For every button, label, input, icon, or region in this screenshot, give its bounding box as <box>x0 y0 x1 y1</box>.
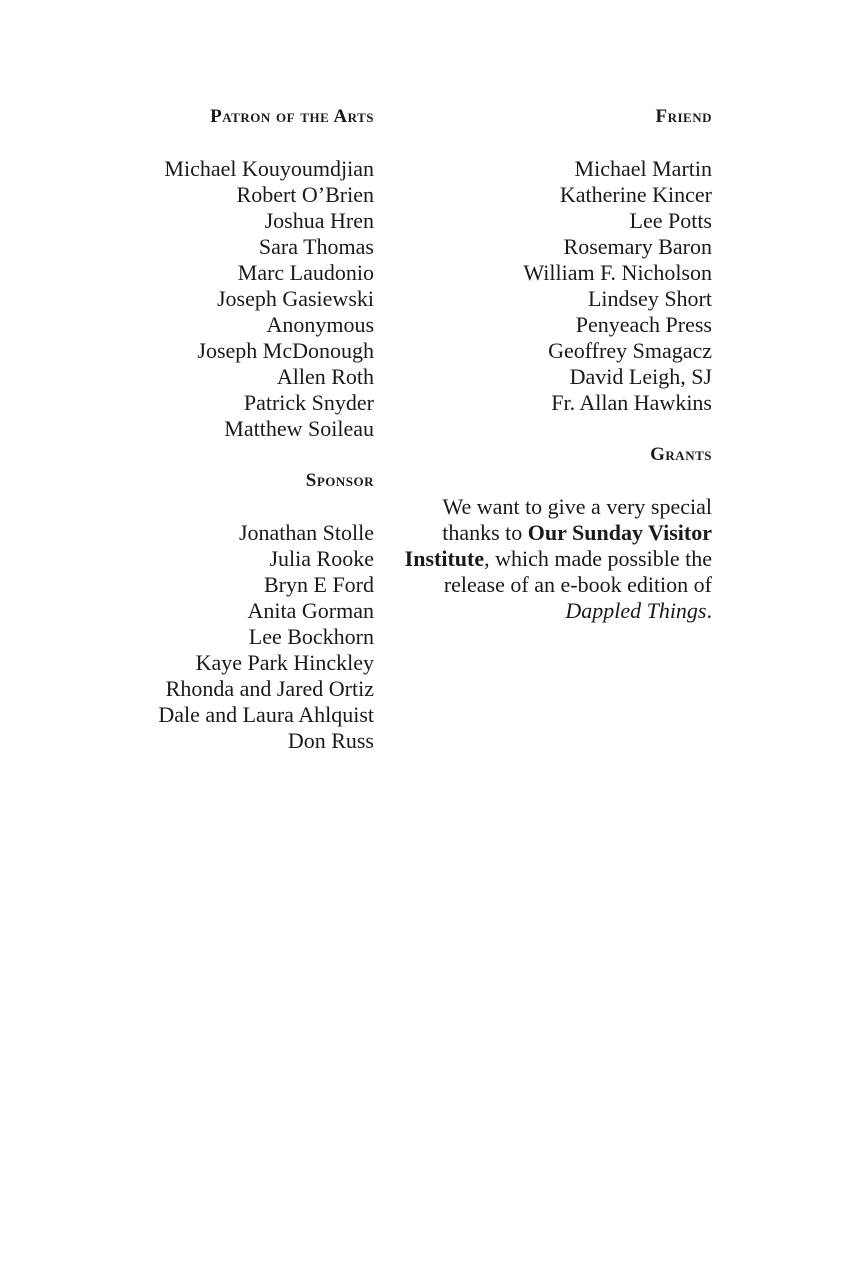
grants-text-middle: , which made possible the release of an e-book edition of <box>443 546 712 597</box>
grants-text-intro: We want to give a very special thanks to <box>442 494 712 545</box>
list-item: Jonathan Stolle <box>238 520 374 545</box>
friend-list <box>400 156 712 416</box>
list-item: Don Russ <box>287 728 374 753</box>
list-item: Joshua Hren <box>264 208 374 233</box>
list-item: Julia Rooke <box>269 546 374 571</box>
list-item: Penyeach Press <box>575 312 712 337</box>
grants-heading: Grants <box>650 444 712 465</box>
list-item: Patrick Snyder <box>243 390 374 415</box>
sponsor-list <box>100 520 374 754</box>
list-item: Kaye Park Hinckley <box>195 650 374 675</box>
patron-list <box>100 156 374 442</box>
sponsor-heading: Sponsor <box>305 470 374 491</box>
list-item: Sara Thomas <box>258 234 374 259</box>
list-item: Allen Roth <box>276 364 374 389</box>
list-item: Lee Bockhorn <box>248 624 374 649</box>
list-item: Rhonda and Jared Ortiz <box>165 676 374 701</box>
grants-paragraph <box>400 494 712 624</box>
list-item: Geoffrey Smagacz <box>548 338 712 363</box>
left-column <box>100 104 374 754</box>
list-item: Michael Martin <box>574 156 712 181</box>
list-item: Katherine Kincer <box>559 182 712 207</box>
friend-heading: Friend <box>655 106 712 127</box>
list-item: Robert O’Brien <box>236 182 374 207</box>
right-column <box>400 104 712 624</box>
list-item: Anonymous <box>266 312 374 337</box>
list-item: Bryn E Ford <box>264 572 374 597</box>
grants-organization: Our Sunday Visitor Institute <box>404 520 712 571</box>
list-item: Anita Gorman <box>247 598 374 623</box>
list-item: Joseph Gasiewski <box>216 286 374 311</box>
list-item: Lindsey Short <box>587 286 712 311</box>
list-item: Lee Potts <box>629 208 712 233</box>
list-item: Matthew Soileau <box>224 416 374 441</box>
list-item: Michael Kouyoumdjian <box>164 156 374 181</box>
list-item: Dale and Laura Ahlquist <box>158 702 374 727</box>
list-item: Rosemary Baron <box>563 234 712 259</box>
list-item: David Leigh, SJ <box>569 364 712 389</box>
grants-publication: Dappled Things <box>565 598 707 623</box>
list-item: Joseph McDonough <box>197 338 374 363</box>
list-item: Marc Laudonio <box>237 260 374 285</box>
grants-text-end: . <box>706 598 712 623</box>
patron-heading: Patron of the Arts <box>210 106 374 127</box>
list-item: Fr. Allan Hawkins <box>551 390 712 415</box>
list-item: William F. Nicholson <box>523 260 712 285</box>
